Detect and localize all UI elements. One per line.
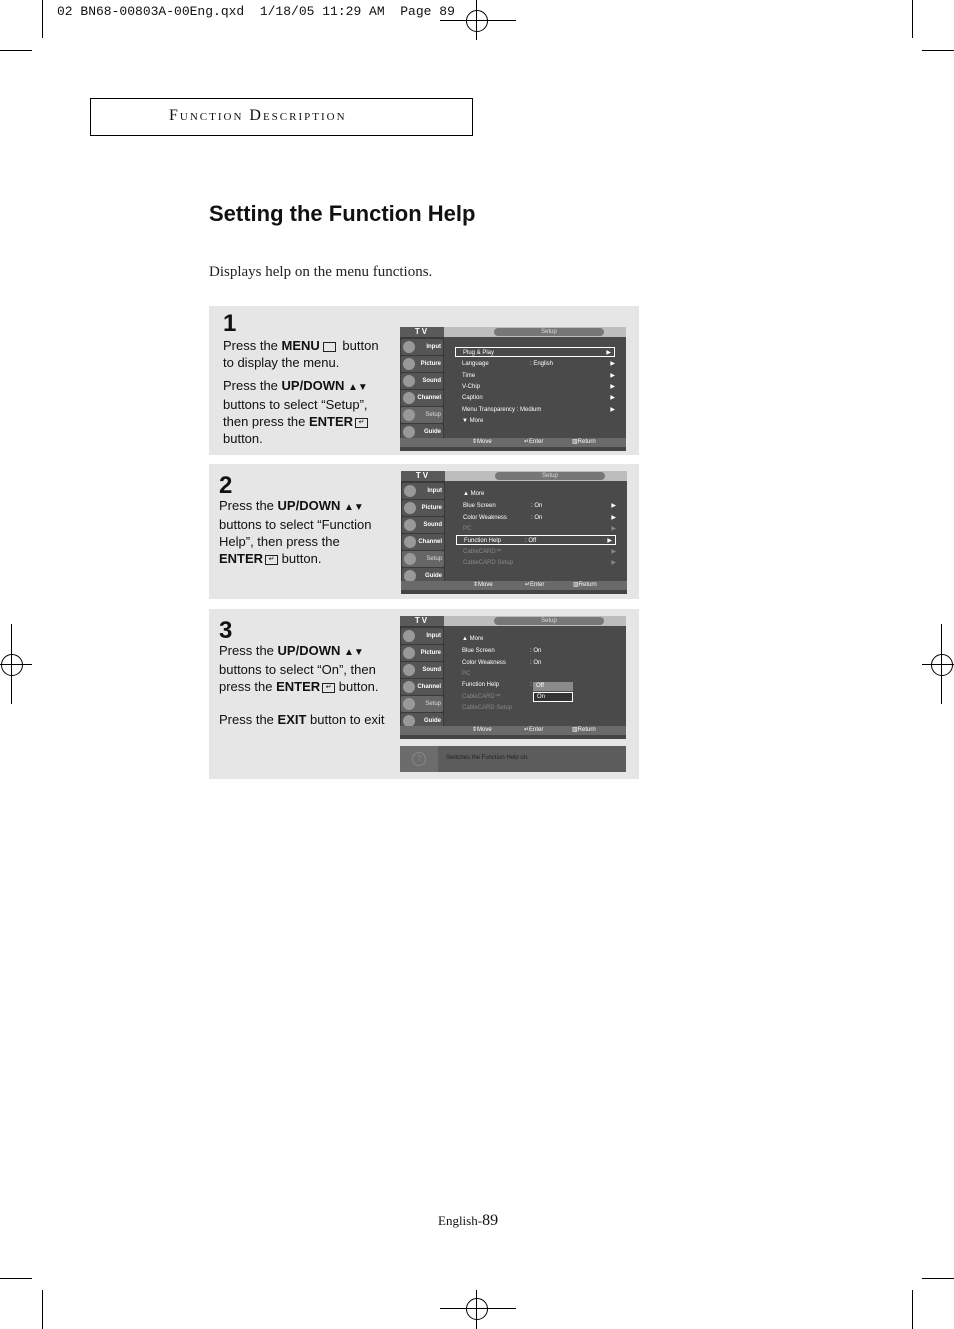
instruction-paragraph: Press the EXIT button to exit [219,712,385,727]
tv-label: TV [400,616,444,626]
move-hint: ⇕ Move [473,582,493,588]
step-number: 1 [223,310,237,337]
tv-footer [400,726,626,735]
channel-icon [403,681,415,693]
up-down-arrows-icon: ▲▼ [344,502,364,513]
section-header-box [90,98,473,136]
step-instructions [219,642,387,734]
arrow-right-icon: ▶ [611,503,616,509]
option-on: On [533,692,573,702]
sidebar-item-guide: Guide [401,713,443,729]
crop-mark [42,1290,43,1329]
sidebar-item-setup: Setup [402,551,444,567]
sidebar-item-guide: Guide [402,568,444,584]
sidebar-item-input: Input [402,483,444,499]
menu-row: Menu Transparency : Medium ▶ [462,407,615,413]
menu-row: CableCARD™ ▶ [463,549,616,555]
sidebar-item-picture: Picture [401,356,443,372]
menu-row: CableCARD Setup [462,705,513,711]
sidebar-item-guide: Guide [401,424,443,440]
page-footer: English-89 [438,1212,499,1229]
tv-sidebar [400,626,444,730]
tv-footer [400,438,626,447]
instruction-paragraph: Press the UP/DOWN ▲▼ buttons to select “Function Help”, then press the ENTER ↵ button. [219,498,372,566]
step-2-panel [209,464,639,599]
menu-row-more: ▼ More [462,418,484,424]
menu-row: Color Weakness : On [462,660,542,666]
channel-icon [403,392,415,404]
enter-hint: ↵ Enter [524,727,544,733]
menu-row: PC ▶ [463,526,616,532]
step-instructions [219,497,387,573]
sidebar-item-input: Input [401,628,443,644]
sidebar-item-input: Input [401,339,443,355]
print-slug: 02 BN68-00803A-00Eng.qxd 1/18/05 11:29 AM Page 89 [57,4,455,19]
help-text: Switches the Function Help on. [446,755,529,761]
channel-icon [404,536,416,548]
up-down-arrows-icon: ▲▼ [344,647,364,658]
page-number: 89 [482,1212,499,1229]
menu-icon [323,342,336,352]
page-title: Setting the Function Help [209,201,476,226]
setup-icon [403,698,415,710]
tv-menu [444,626,626,730]
menu-row-selected: Function Help : Off ▶ [456,535,616,545]
registration-mark [466,10,488,32]
sidebar-item-picture: Picture [402,500,444,516]
input-icon [404,485,416,497]
input-icon [403,630,415,642]
sidebar-item-setup: Setup [401,407,443,423]
menu-row-more: ▲ More [463,491,485,497]
registration-mark [466,1298,488,1320]
menu-row: Blue Screen : On [462,648,542,654]
sidebar-item-channel: Channel [401,679,443,695]
menu-row-selected: Plug & Play ▶ [455,347,615,357]
sidebar-item-sound: Sound [402,517,444,533]
arrow-right-icon: ▶ [611,515,616,521]
arrow-right-icon: ▶ [607,538,612,544]
menu-row: PC [462,671,471,677]
picture-icon [404,502,416,514]
menu-tab: Setup [495,472,605,480]
arrow-right-icon: ▶ [610,361,615,367]
picture-icon [403,358,415,370]
intro-text: Displays help on the menu functions. [209,264,433,280]
move-hint: ⇕ Move [472,439,492,445]
menu-tab: Setup [494,328,604,336]
crop-mark [922,1278,954,1279]
enter-icon: ↵ [355,418,368,428]
sound-icon [404,519,416,531]
tv-screen [400,327,626,451]
enter-icon: ↵ [265,555,278,565]
menu-row: Function Help : [462,682,532,688]
arrow-right-icon: ▶ [606,350,611,356]
instruction-paragraph: Press the MENU button to display the menu. [223,338,379,370]
setup-icon [404,553,416,565]
tv-sidebar [401,481,445,585]
option-off: Off [533,682,573,691]
enter-icon: ↵ [322,683,335,693]
menu-row: CableCARD™ [462,694,501,700]
input-icon [403,341,415,353]
crop-mark [42,0,43,38]
instruction-paragraph: Press the UP/DOWN ▲▼ buttons to select “On”, then press the ENTER ↵ button. [219,643,379,694]
tv-label: TV [401,471,445,481]
menu-row-more: ▲ More [462,636,484,642]
arrow-right-icon: ▶ [610,407,615,413]
crop-mark [0,50,32,51]
enter-hint: ↵ Enter [524,439,544,445]
section-title: Function Description [169,107,347,124]
registration-mark [11,624,12,704]
return-hint: ▥ Return [573,582,597,588]
menu-tab: Setup [494,617,604,625]
registration-mark [476,0,477,40]
registration-mark [0,664,32,665]
crop-mark [0,1278,32,1279]
tv-menu [444,337,626,442]
sound-icon [403,375,415,387]
instruction-paragraph: Press the UP/DOWN ▲▼ buttons to select “Setup”, then press the ENTER ↵ button. [223,378,368,446]
arrow-right-icon: ▶ [611,526,616,532]
function-help-bar [400,746,626,772]
tv-label: TV [400,327,444,337]
registration-mark [440,1308,516,1309]
sidebar-item-channel: Channel [401,390,443,406]
help-icon: ? [412,752,426,766]
enter-hint: ↵ Enter [525,582,545,588]
menu-row: Color Weakness : On ▶ [463,515,616,521]
crop-mark [912,1290,913,1329]
arrow-right-icon: ▶ [611,549,616,555]
arrow-right-icon: ▶ [610,384,615,390]
crop-mark [922,50,954,51]
registration-mark [922,664,954,665]
menu-row: Time ▶ [462,373,615,379]
move-hint: ⇕ Move [472,727,492,733]
arrow-right-icon: ▶ [610,373,615,379]
registration-mark [476,1290,477,1329]
sidebar-item-channel: Channel [402,534,444,550]
tv-footer [401,581,627,590]
sidebar-item-setup: Setup [401,696,443,712]
sidebar-item-sound: Sound [401,373,443,389]
arrow-up-icon: ▲ [462,636,470,642]
arrow-right-icon: ▶ [611,560,616,566]
tv-screen [401,471,627,594]
return-hint: ▥ Return [572,727,596,733]
sidebar-item-sound: Sound [401,662,443,678]
tv-sidebar [400,337,444,442]
menu-row: Language : English ▶ [462,361,615,367]
registration-mark [1,654,23,676]
arrow-right-icon: ▶ [610,395,615,401]
setup-icon [403,409,415,421]
arrow-up-icon: ▲ [463,491,471,497]
return-hint: ▥ Return [572,439,596,445]
registration-mark [931,654,953,676]
menu-row: CableCARD Setup ▶ [463,560,616,566]
guide-icon [403,426,415,438]
step-1-panel [209,306,639,455]
crop-mark [912,0,913,38]
sound-icon [403,664,415,676]
menu-row: Caption ▶ [462,395,615,401]
menu-row: V-Chip ▶ [462,384,615,390]
tv-menu [445,481,627,585]
tv-screen [400,616,626,739]
step-number: 2 [219,472,233,499]
sidebar-item-picture: Picture [401,645,443,661]
step-3-panel [209,609,639,779]
up-down-arrows-icon: ▲▼ [348,382,368,393]
picture-icon [403,647,415,659]
step-number: 3 [219,617,233,644]
registration-mark [440,20,516,21]
registration-mark [941,624,942,704]
step-instructions [223,337,391,453]
menu-row: Blue Screen : On ▶ [463,503,616,509]
